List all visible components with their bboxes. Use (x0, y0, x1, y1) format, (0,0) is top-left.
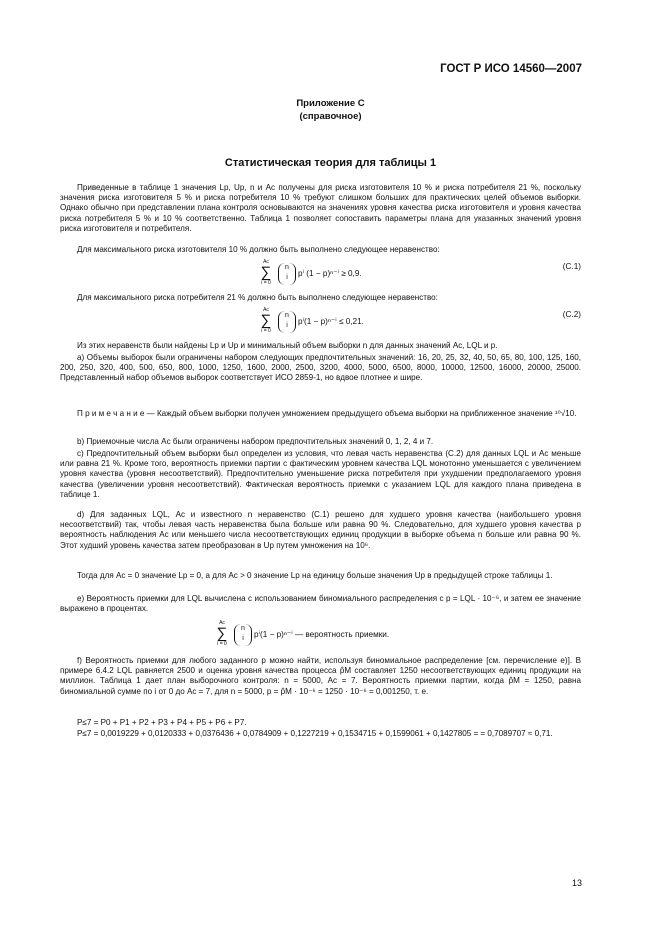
page-number: 13 (571, 878, 582, 888)
doc-header: ГОСТ Р ИСО 14560—2007 (440, 63, 582, 75)
sum-symbol: Ac ∑ i = 0 (260, 307, 272, 334)
formula-acceptance-expression: pⁱ(1 − p)ⁿ⁻ⁱ — вероятность приемки. (254, 630, 390, 639)
paragraph-inequalities: Из этих неравенств были найдены Lp и Up и минимальный объем выборки n для данных значений Ас, LQL и p. (77, 341, 498, 350)
paragraph-e: е) Вероятность приемки для LQL вычислена с использованием биномиального распределения с p = LQL · 10⁻⁶, и затем ее значение выражено в процентах. (60, 594, 581, 614)
note: П р и м е ч а н и е — Каждый объем выборки получен умножением предыдущего объема выборки на приближенное значение ¹⁰√10. (77, 409, 577, 418)
paragraph-producer-risk: Для максимального риска изготовителя 10 % должно быть выполнено следующее неравенство: (77, 245, 440, 254)
equation-number-c2: (С.2) (562, 310, 581, 319)
sum-symbol: Ac ∑ i = 0 (216, 620, 228, 647)
paragraph-f: f) Вероятность приемки для любого заданного p можно найти, используя биномиальное распределение [см. перечисление е)]. В примере 6.4.2 LQL равняется 2500 и оценка уровня качества процесса p̂M составляет 1250 несоответствующих единиц продукции на миллион. Таблица 1 дает план выборочного контроля: n = 5000, Ас = 7. Вероятность приемки партии, когда p̂M = 1250, равна биномиальной сумме по i от 0 до Ас = 7, для n = 5000, p = p̂M · 10⁻⁶ = 1250 · 10⁻⁶ = 0,001250, т. е. (60, 656, 581, 696)
probability-result: P≤7 = 0,0019229 + 0,0120333 + 0,0376436 + 0,0784909 + 0,1227219 + 0,1534715 + 0,1599061 + 0,1427805 = = 0,7089707 ≈ 0,71. (77, 729, 553, 738)
probability-sum: P≤7 = P0 + P1 + P2 + P3 + P4 + P5 + P6 + P7. (77, 718, 247, 727)
paragraph-d-continued: Тогда для Ас = 0 значение Lp = 0, а для Ас > 0 значение Lp на единицу больше значения Up в предыдущей строке таблицы 1. (77, 571, 553, 580)
formula-c1-expression: pⁱ (1 − p)ⁿ⁻ⁱ ≥ 0,9. (298, 269, 362, 278)
paragraph-intro: Приведенные в таблице 1 значения Lp, Up, n и Ас получены для риска изготовителя 10 % и риска потребителя 21 %, поскольку значения риска изготовителя 5 % и риска потребителя 10 % требуют слишком больших для практических целей объемов выборки. Однако обычно при представлении плана контроля основываются на значениях уровня качества риска изготовителя и уровня качества риска потребителя 5 % и 10 % соответственно. Таблица 1 позволяет сопоставить параметры плана для указанных значений уровня риска изготовителя и потребителя. (60, 183, 581, 233)
paragraph-d: d) Для заданных LQL, Ас и известного n неравенство (С.1) решено для худшего уровня качества (наибольшего уровня несоответствий) так, чтобы левая часть неравенства была больше или равна 90 %. Следовательно, для худшего уровня качества p вероятность наблюдения Ас или меньшего числа несоответствующих единиц продукции в выборке объема n больше или равна 90 %. Этот худший уровень качества затем преобразован в Up путем умножения на 10⁶. (60, 510, 581, 550)
sum-symbol: Ac ∑ i = 0 (260, 259, 272, 286)
formula-c1 (60, 258, 581, 288)
binomial-coefficient: n i (278, 263, 296, 285)
paragraph-a: а) Объемы выборок были ограничены набором следующих предпочтительных значений: 16, 20, 25, 32, 40, 50, 65, 80, 100, 125, 160, 200, 250, 320, 400, 500, 650, 800, 1000, 1250, 1600, 2000, 2500, 3200, 4000, 5000, 6500, 8000, 10000, 12500, 16000, 20000, 25000. Представленный набор объемов выборок соответствует ИСО 2859-1, но вдвое плотнее и шире. (60, 353, 581, 383)
binomial-coefficient: n i (278, 311, 296, 333)
annex-title: Приложение С (296, 98, 365, 109)
annex-type: (справочное) (299, 111, 362, 122)
binomial-coefficient: n i (234, 624, 252, 646)
equation-number-c1: (С.1) (562, 262, 581, 271)
section-title: Статистическая теория для таблицы 1 (224, 157, 437, 169)
paragraph-c: с) Предпочтительный объем выборки был определен из условия, что левая часть неравенства (С.2) для данных LQL и Ас меньше или равна 21 %. Кроме того, вероятность приемки партии с фактическим уровнем качества LQL монотонно уменьшается с увеличением уровня качества (уровня несоответствий). Предпочтительно уменьшение риска потребителя при ухудшении предполагаемого уровня качества (увеличении уровня несоответствий). Фактическая вероятность приемки с указанием LQL для каждого плана приведена в таблице 1. (60, 449, 581, 499)
formula-acceptance (60, 619, 581, 649)
paragraph-consumer-risk: Для максимального риска потребителя 21 % должно быть выполнено следующее неравенство: (77, 293, 438, 302)
formula-c2-expression: pⁱ(1 − p)ⁿ⁻ⁱ ≤ 0,21. (298, 317, 364, 326)
formula-c2 (60, 306, 581, 336)
paragraph-b: b) Приемочные числа Ас были ограничены набором предпочтительных значений 0, 1, 2, 4 и 7. (77, 437, 434, 446)
